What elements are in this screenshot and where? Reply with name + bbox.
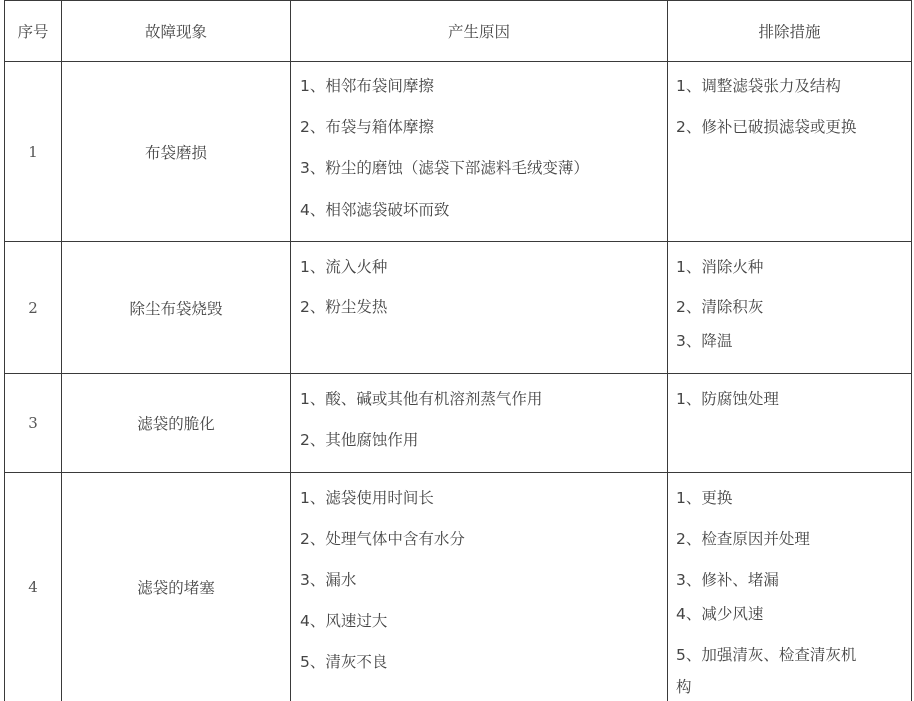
row-number: 1 [28,142,38,161]
header-cause: 产生原因 [447,23,510,41]
fault-name: 滤袋的脆化 [137,415,215,433]
fault-name: 除尘布袋烧毁 [129,299,223,318]
remedy-item: 4、减少风速 [676,605,764,623]
cause-item: 4、风速过大 [300,612,388,630]
cause-item: 1、酸、碱或其他有机溶剂蒸气作用 [300,390,543,408]
column-divider [667,0,668,701]
header-serial: 序号 [17,23,49,41]
header-fault: 故障现象 [144,23,207,41]
remedy-item: 1、调整滤袋张力及结构 [676,77,841,95]
column-divider [290,0,291,701]
cause-item: 2、粉尘发热 [300,298,388,316]
cause-item: 4、相邻滤袋破坏而致 [300,201,450,219]
cause-item: 3、粉尘的磨蚀（滤袋下部滤料毛绒变薄） [300,159,589,177]
remedy-item: 3、修补、堵漏 [676,571,779,589]
fault-name: 滤袋的堵塞 [137,579,215,597]
remedy-item: 3、降温 [676,332,733,350]
header-remedy: 排除措施 [758,23,821,41]
cause-item: 1、相邻布袋间摩擦 [300,77,434,95]
cause-item: 2、布袋与箱体摩擦 [300,118,434,136]
remedy-item: 5、加强清灰、检查清灰机 [676,646,857,664]
remedy-item: 构 [676,678,692,696]
remedy-item: 2、清除积灰 [676,298,764,316]
fault-name: 布袋磨损 [144,143,207,162]
cause-item: 5、清灰不良 [300,653,388,671]
remedy-item: 1、消除火种 [676,258,764,276]
remedy-item: 2、修补已破损滤袋或更换 [676,118,857,136]
cause-item: 1、流入火种 [300,258,388,276]
remedy-item: 1、更换 [676,489,733,507]
cause-item: 2、其他腐蚀作用 [300,431,419,449]
cause-item: 2、处理气体中含有水分 [300,530,465,548]
row-number: 4 [28,578,38,596]
table-border-right [911,0,912,701]
row-number: 3 [28,414,38,432]
row-number: 2 [28,298,38,317]
remedy-item: 1、防腐蚀处理 [676,390,779,408]
remedy-item: 2、检查原因并处理 [676,530,810,548]
cause-item: 3、漏水 [300,571,357,589]
cause-item: 1、滤袋使用时间长 [300,489,434,507]
